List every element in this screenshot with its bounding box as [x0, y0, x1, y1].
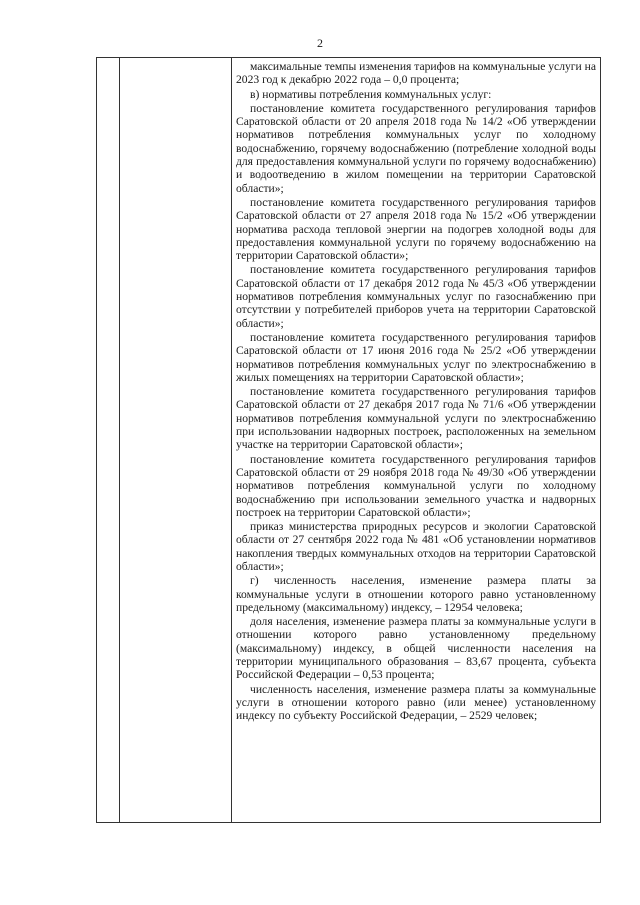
paragraph: постановление комитета государственного регулирования тарифов Саратовской области от 17 июня 2016 года № 25/2 «Об утверждении нормативов потребления коммунальных услуг по электроснабжению в жилых помещениях на территории Саратовской области»;	[236, 330, 596, 384]
paragraph: численность населения, изменение размера платы за коммунальные услуги в отношении которого равно (или менее) установленному индексу по субъекту Российской Федерации, – 2529 человек;	[236, 682, 596, 723]
paragraph: постановление комитета государственного регулирования тарифов Саратовской области от 20 апреля 2018 года № 14/2 «Об утверждении нормативов потребления коммунальных услуг по холодному водоснабжению, горячему водоснабжению (потребление холодной воды для предоставления коммунальной услуги по горячему водоснабжению) и водоотведению в жилом помещении на территории Саратовской области»;	[236, 101, 596, 195]
paragraph: г) численность населения, изменение размера платы за коммунальные услуги в отношении которого равно установленному предельному (максимальному) индексу, – 12954 человека;	[236, 574, 596, 614]
paragraph: в) нормативы потребления коммунальных услуг:	[250, 87, 492, 101]
column-divider	[119, 58, 120, 822]
page-number: 2	[317, 36, 323, 50]
content-cell	[236, 60, 596, 724]
paragraph: постановление комитета государственного регулирования тарифов Саратовской области от 27 апреля 2018 года № 15/2 «Об утверждении норматива расхода тепловой энергии на подогрев холодной воды для предоставления коммунальной услуги по горячему водоснабжению на территории Саратовской области»;	[236, 195, 596, 263]
document-table	[96, 57, 601, 823]
paragraph: максимальные темпы изменения тарифов на коммунальные услуги на 2023 год к декабрю 2022 года – 0,0 процента;	[236, 60, 596, 87]
column-divider	[231, 58, 232, 822]
paragraph: постановление комитета государственного регулирования тарифов Саратовской области от 17 декабря 2012 года № 45/3 «Об утверждении нормативов потребления коммунальных услуг по газоснабжению при отсутствии у потребителей приборов учета на территории Саратовской области»;	[236, 263, 596, 330]
paragraph: постановление комитета государственного регулирования тарифов Саратовской области от 29 ноября 2018 года № 49/30 «Об утверждении нормативов потребления коммунальной услуги по холодному водоснабжению при использовании земельного участка и надворных построек на территории Саратовской области»;	[236, 452, 596, 519]
paragraph: приказ министерства природных ресурсов и экологии Саратовской области от 27 сентября 2022 года № 481 «Об установлении нормативов накопления твердых коммунальных отходов на территории Саратовской области»;	[236, 520, 596, 573]
paragraph: доля населения, изменение размера платы за коммунальные услуги в отношении которого равно установленному предельному (максимальному) индексу, в общей численности населения на территории муниципального образования – 83,67 процента, субъекта Российской Федерации – 0,53 процента;	[236, 615, 596, 682]
paragraph: постановление комитета государственного регулирования тарифов Саратовской области от 27 декабря 2017 года № 71/6 «Об утверждении нормативов потребления коммунальной услуги по электроснабжению при использовании надворных построек, расположенных на земельном участке на территории Саратовской области»;	[236, 385, 596, 452]
